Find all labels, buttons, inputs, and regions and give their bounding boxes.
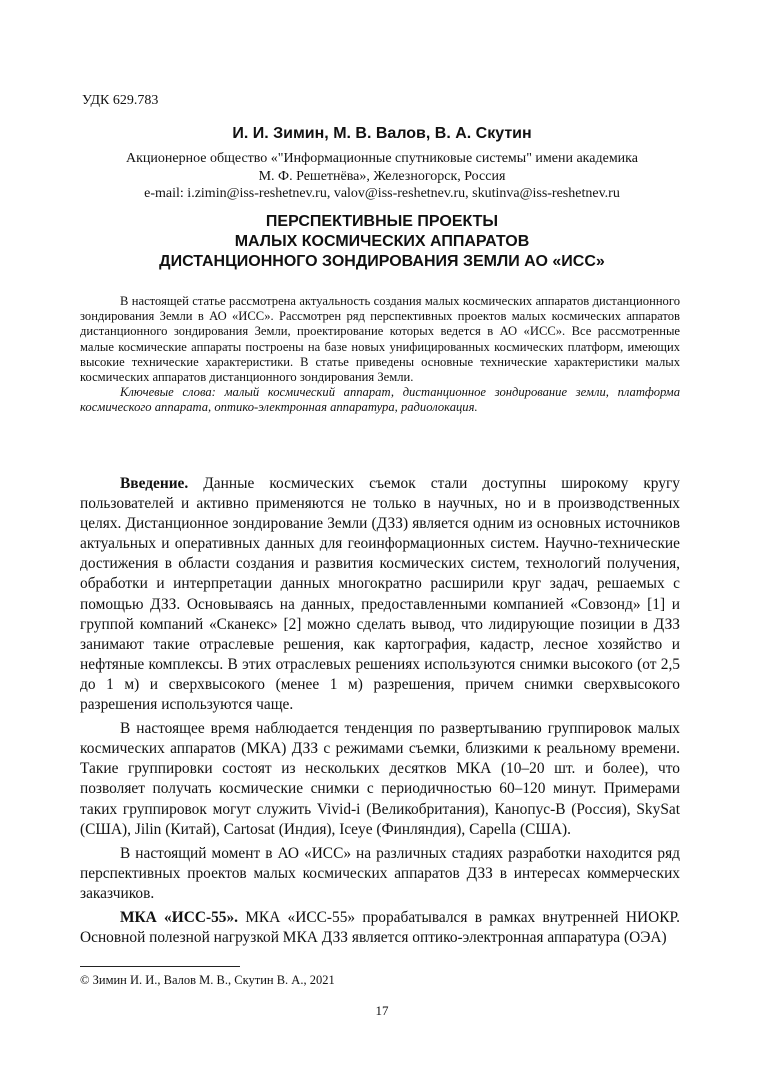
footnote: © Зимин И. И., Валов М. В., Скутин В. А., 2021 xyxy=(80,973,335,987)
email-line: e-mail: i.zimin@iss-reshetnev.ru, valov@iss-reshetnev.ru, skutinva@iss-reshetnev.ru xyxy=(144,186,620,201)
intro-text: Данные космических съемок стали доступны широкому кругу пользователей и активно применяются не только в научных, но и в производственных целях. Дистанционное зондирование Земли (ДЗЗ) является одним из основных источников актуальных и оперативных данных для геоинформационных систем. Научно-технические достижения в области создания и развития космических систем, технологий получения, обработки и интерпретации данных многократно расширили круг задач, решаемых с помощью ДЗЗ. Основываясь на данных, предоставленными компанией «Совзонд» [1] и группой компаний «Сканекс» [2] можно сделать вывод, что лидирующие позиции в ДЗЗ занимают такие отраслевые решения, как картография, кадастр, лесное хозяйство и нефтяные комплексы. В этих отраслевых решениях используются снимки высокого (от 2,5 до 1 м) и сверхвысокого (менее 1 м) разрешения, причем снимки сверхвысокого разрешения используются чаще. xyxy=(80,475,680,714)
body-text xyxy=(80,474,680,948)
title-line: ДИСТАНЦИОННОГО ЗОНДИРОВАНИЯ ЗЕМЛИ АО «ИСС» xyxy=(159,253,605,270)
affiliation-line: Акционерное общество «"Информационные спутниковые системы" имени академика xyxy=(126,151,638,166)
iss55-text: МКА «ИСС-55» прорабатывался в рамках внутренней НИОКР. Основной полезной нагрузкой МКА ДЗЗ является оптико-электронная аппаратура (ОЭА) xyxy=(80,908,680,947)
footnote-divider xyxy=(80,966,240,967)
affiliation-line: М. Ф. Решетнёва», Железногорск, Россия xyxy=(258,168,506,184)
keywords: Ключевые слова: малый космический аппарат, дистанционное зондирование земли, платформа космического аппарата, оптико-электронная аппаратура, радиолокация. xyxy=(80,385,680,415)
abstract-text: В настоящей статье рассмотрена актуальность создания малых космических аппаратов дистанционного зондирования Земли в АО «ИСС». Рассмотрен ряд перспективных проектов малых космических аппаратов дистанционного зондирования Земли, проектирование которых ведется в АО «ИСС». Все рассмотренные малые космические аппараты построены на базе новых унифицированных космических платформ, имеющих высокие технические характеристики. В статье приведены основные технические характеристики малых космических аппаратов дистанционного зондирования Земли. xyxy=(80,294,680,385)
abstract xyxy=(80,294,680,416)
iss55-heading: МКА «ИСС-55». xyxy=(120,908,238,926)
paper-title xyxy=(0,212,764,272)
paragraph: В настоящее время наблюдается тенденция по развертыванию группировок малых космических аппаратов (МКА) ДЗЗ с режимами съемки, близкими к реальному времени. Такие группировки состоят из нескольких десятков МКА (10–20 шт. и более), что позволяет получать космические снимки с периодичностью 60–120 минут. Примерами таких группировок могут служить Vivid-i (Великобритания), Канопус-В (Россия), SkySat (США), Jilin (Китай), Cartosat (Индия), Iceye (Финляндия), Capella (США). xyxy=(80,720,680,838)
title-line: МАЛЫХ КОСМИЧЕСКИХ АППАРАТОВ xyxy=(234,233,530,250)
authors: И. И. Зимин, М. В. Валов, В. А. Скутин xyxy=(232,125,532,142)
title-line: ПЕРСПЕКТИВНЫЕ ПРОЕКТЫ xyxy=(265,213,499,230)
paragraph: В настоящий момент в АО «ИСС» на различных стадиях разработки находится ряд перспективных проектов малых космических аппаратов ДЗЗ в интересах коммерческих заказчиков. xyxy=(80,844,680,902)
udk-code: УДК 629.783 xyxy=(82,93,159,108)
iss55-paragraph xyxy=(80,908,680,948)
page-number: 17 xyxy=(375,1003,389,1018)
intro-heading: Введение. xyxy=(120,475,189,492)
affiliation xyxy=(0,150,764,203)
intro-paragraph xyxy=(80,474,680,715)
